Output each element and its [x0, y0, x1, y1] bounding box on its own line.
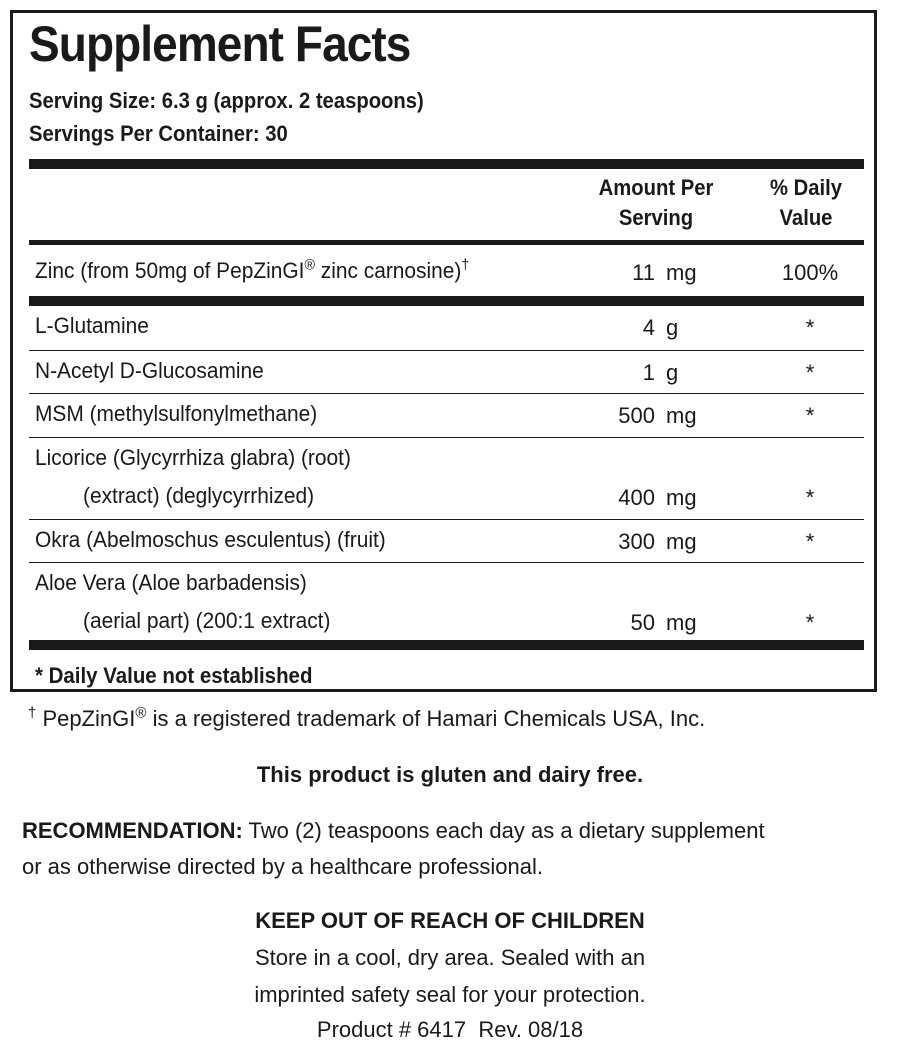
column-header-amount-line1: Amount Per	[598, 175, 714, 200]
nutrient-unit: g	[666, 360, 679, 385]
nutrient-dv: *	[805, 360, 815, 385]
trademark-text-a: PepZinGI	[36, 706, 136, 731]
nutrient-unit: g	[666, 315, 679, 340]
nutrient-dv: *	[805, 315, 815, 340]
row-divider	[29, 562, 864, 563]
nutrient-name: L-Glutamine	[35, 313, 149, 338]
recommendation-label: RECOMMENDATION:	[22, 818, 243, 843]
nutrient-name: Okra (Abelmoschus esculentus) (fruit)	[35, 527, 386, 552]
zinc-name-tail: zinc carnosine)	[314, 258, 462, 283]
nutrient-name-continued: (extract) (deglycyrrhized)	[83, 483, 315, 508]
nutrient-unit: mg	[666, 403, 697, 428]
servings-per-container: Servings Per Container: 30	[29, 121, 288, 146]
warning-heading: KEEP OUT OF REACH OF CHILDREN	[255, 908, 645, 933]
nutrient-dv: *	[805, 529, 815, 554]
row-divider	[29, 437, 864, 438]
column-header-amount	[587, 173, 725, 233]
serving-size: Serving Size: 6.3 g (approx. 2 teaspoons)	[29, 88, 424, 113]
nutrient-dv: *	[805, 403, 815, 428]
nutrient-name: Licorice (Glycyrrhiza glabra) (root)	[35, 445, 351, 470]
divider-under-header	[29, 240, 864, 245]
product-number: Product # 6417 Rev. 08/18	[316, 1017, 584, 1042]
column-header-amount-line2: Serving	[618, 205, 694, 230]
column-header-daily-value	[755, 173, 856, 233]
zinc-name: Zinc (from 50mg of PepZinGI	[35, 258, 305, 283]
nutrient-name-continued: (aerial part) (200:1 extract)	[83, 608, 331, 633]
registered-mark: ®	[135, 704, 147, 722]
storage-line2: imprinted safety seal for your protection.	[254, 982, 646, 1007]
thick-divider-mid	[29, 296, 864, 306]
nutrient-dv: *	[805, 610, 815, 635]
supplement-facts-panel	[10, 10, 877, 692]
nutrient-dv: *	[805, 485, 815, 510]
nutrient-name-zinc	[35, 256, 470, 283]
nutrient-amount: 4	[642, 315, 655, 340]
trademark-text-b: is a registered trademark of Hamari Chemicals USA, Inc.	[146, 706, 706, 731]
daily-value-footnote: * Daily Value not established	[35, 663, 313, 688]
dagger-mark: †	[28, 704, 37, 722]
panel-title: Supplement Facts	[29, 16, 411, 72]
dv-zinc: 100%	[781, 260, 839, 285]
nutrient-unit: mg	[666, 529, 697, 554]
column-header-dv-line2: Value	[779, 205, 833, 230]
recommendation-line1	[22, 820, 765, 842]
amount-zinc: 11	[632, 260, 655, 285]
column-header-dv-line1: % Daily	[769, 175, 842, 200]
nutrient-amount: 300	[618, 529, 655, 554]
nutrient-amount: 50	[630, 610, 655, 635]
row-divider	[29, 519, 864, 520]
nutrient-unit: mg	[666, 485, 697, 510]
dagger-mark: †	[461, 256, 470, 274]
trademark-note	[28, 704, 706, 731]
nutrient-name: MSM (methylsulfonylmethane)	[35, 401, 318, 426]
nutrient-amount: 500	[618, 403, 655, 428]
thick-divider-top	[29, 159, 864, 169]
nutrient-amount: 400	[618, 485, 655, 510]
recommendation-line2: or as otherwise directed by a healthcare professional.	[22, 854, 543, 879]
nutrient-name: Aloe Vera (Aloe barbadensis)	[35, 570, 307, 595]
thick-divider-bottom	[29, 640, 864, 650]
recommendation-text: Two (2) teaspoons each day as a dietary supplement	[242, 818, 765, 843]
gluten-dairy-note: This product is gluten and dairy free.	[256, 762, 644, 787]
nutrient-amount: 1	[642, 360, 655, 385]
storage-line1: Store in a cool, dry area. Sealed with an	[254, 945, 646, 970]
unit-zinc: mg	[666, 260, 697, 285]
row-divider	[29, 393, 864, 394]
registered-mark: ®	[304, 256, 315, 274]
nutrient-name: N-Acetyl D-Glucosamine	[35, 358, 264, 383]
row-divider	[29, 350, 864, 351]
nutrient-unit: mg	[666, 610, 697, 635]
